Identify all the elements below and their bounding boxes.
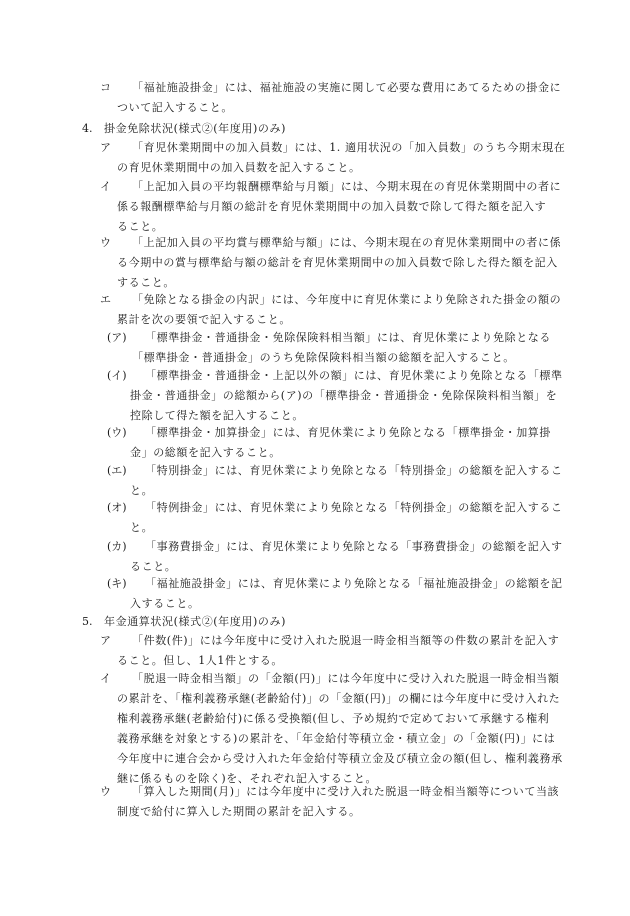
sub-list-item [107, 328, 582, 368]
text-line: 「脱退一時金相当額」の「金額(円)」には今年度中に受け入れた脱退一時金相当額 [132, 672, 560, 685]
item-marker: (カ) [107, 540, 127, 553]
list-item [100, 78, 582, 118]
text-line: 「件数(件)」には今年度中に受け入れた脱退一時金相当額等の件数の累計を記入す [132, 634, 560, 647]
section-title [104, 119, 382, 139]
item-marker: (ア) [107, 331, 127, 344]
text-line: 権利義務承継(老齢給付)に係る受換額(但し、予め規約で定めておいて承継する権利 [117, 712, 550, 725]
item-text [130, 423, 582, 463]
item-marker: (ウ) [107, 426, 127, 439]
text-line: 金」の総額を記入すること。 [130, 446, 281, 459]
section-title [104, 612, 382, 632]
text-line: 「算入した期間(月)」には今年度中に受け入れた脱退一時金相当額等について当該 [132, 785, 560, 798]
text-line: 「標準掛金・普通掛金・免除保険料相当額」には、育児休業により免除となる [145, 331, 551, 344]
section-number: 5. [82, 615, 93, 628]
item-marker: ウ [100, 785, 111, 798]
item-text [130, 366, 582, 426]
text-line: 「上記加入員の平均賞与標準給与額」には、今期末現在の育児休業期間中の者に係 [132, 236, 562, 249]
list-item [100, 233, 582, 293]
item-marker: (エ) [107, 464, 127, 477]
sub-list-item [107, 366, 582, 426]
item-marker: ウ [100, 236, 111, 249]
item-text [130, 537, 582, 577]
text-line: 「免除となる掛金の内訳」には、今年度中に育児休業により免除された掛金の額の [132, 293, 562, 306]
item-text [117, 177, 582, 237]
text-line: 「福祉施設掛金」には、育児休業により免除となる「福祉施設掛金」の総額を記 [145, 577, 563, 590]
item-text [132, 328, 582, 368]
text-line: 継に係るものを除く)を、それぞれ記入すること。 [117, 772, 378, 785]
item-marker: ア [100, 141, 111, 154]
sub-list-item [107, 537, 582, 577]
text-line: の累計を、「権利義務承継(老齢給付)」の「金額(円)」の欄には今年度中に受け入れた [117, 692, 561, 705]
item-marker: (キ) [107, 577, 127, 590]
text-line: 「福祉施設掛金」には、福祉施設の実施に関して必要な費用にあてるための掛金に [132, 81, 562, 94]
item-marker: コ [100, 81, 111, 94]
item-marker: エ [100, 293, 111, 306]
text-line: ること。 [117, 220, 164, 233]
sub-list-item [107, 574, 582, 614]
text-line: 年金通算状況(様式②(年度用)のみ) [104, 615, 286, 628]
text-line: 掛金・普通掛金」の総額から(ア)の「標準掛金・普通掛金・免除保険料相当額」を [130, 389, 558, 402]
text-line: る今期中の賞与標準給与額の総計を育児休業期間中の加入員数で除した得た額を記入 [117, 256, 558, 269]
list-item [100, 782, 582, 822]
item-text [130, 498, 582, 538]
text-line: 入すること。 [130, 597, 200, 610]
text-line: と。 [130, 484, 154, 497]
section-heading [82, 612, 382, 632]
text-line: 「特別掛金」には、育児休業により免除となる「特別掛金」の総額を記入するこ [145, 464, 563, 477]
list-item [100, 177, 582, 237]
text-line: 「事務費掛金」には、育児休業により免除となる「事務費掛金」の総額を記入す [145, 540, 563, 553]
text-line: 掛金免除状況(様式②(年度用)のみ) [104, 122, 286, 135]
list-item [100, 290, 582, 330]
sub-list-item [107, 423, 582, 463]
text-line: ること。但し、1人1件とする。 [117, 654, 283, 667]
text-line: 「標準掛金・普通掛金・上記以外の額」には、育児休業により免除となる「標準 [145, 369, 563, 382]
item-marker: イ [100, 672, 111, 685]
text-line: 累計を次の要領で記入すること。 [117, 313, 291, 326]
text-line: 今年度中に連合会から受け入れた年金給付等積立金及び積立金の額(但し、権利義務承 [117, 752, 563, 765]
item-text [130, 574, 582, 614]
item-text [117, 669, 582, 789]
text-line: 「特例掛金」には、育児休業により免除となる「特例掛金」の総額を記入するこ [145, 501, 563, 514]
list-item [100, 631, 582, 671]
item-text [130, 461, 582, 501]
text-line: 「標準掛金・加算掛金」には、育児休業により免除となる「標準掛金・加算掛 [145, 426, 551, 439]
item-marker: (イ) [107, 369, 127, 382]
text-line: 義務承継を対象とする)の累計を、「年金給付等積立金・積立金」の「金額(円)」には [117, 732, 556, 745]
item-text [117, 233, 582, 293]
section-number: 4. [82, 122, 93, 135]
item-text [117, 782, 582, 822]
text-line: 制度で給付に算入した期間の累計を記入する。 [117, 805, 361, 818]
text-line: と。 [130, 521, 154, 534]
list-item [100, 138, 582, 178]
item-text [117, 138, 582, 178]
item-marker: ア [100, 634, 111, 647]
text-line: ついて記入すること。 [117, 101, 233, 114]
list-item [100, 669, 582, 789]
item-text [117, 290, 582, 330]
text-line: 控除して得た額を記入すること。 [130, 409, 304, 422]
sub-list-item [107, 461, 582, 501]
text-line: 「育児休業期間中の加入員数」には、1. 適用状況の「加入員数」のうち今期末現在 [132, 141, 566, 154]
text-line: 係る報酬標準給与月額の総計を育児休業期間中の加入員数で除して得た額を記入す [117, 200, 547, 213]
text-line: すること。 [117, 276, 175, 289]
text-line: の育児休業期間中の加入員数を記入すること。 [117, 161, 361, 174]
text-line: 「上記加入員の平均報酬標準給与月額」には、今期末現在の育児休業期間中の者に [132, 180, 562, 193]
text-line: 「標準掛金・普通掛金」のうち免除保険料相当額の総額を記入すること。 [132, 351, 515, 364]
text-line: ること。 [130, 560, 177, 573]
item-marker: (オ) [107, 501, 127, 514]
item-marker: イ [100, 180, 111, 193]
sub-list-item [107, 498, 582, 538]
section-heading [82, 119, 382, 139]
item-text [117, 78, 582, 118]
item-text [117, 631, 582, 671]
